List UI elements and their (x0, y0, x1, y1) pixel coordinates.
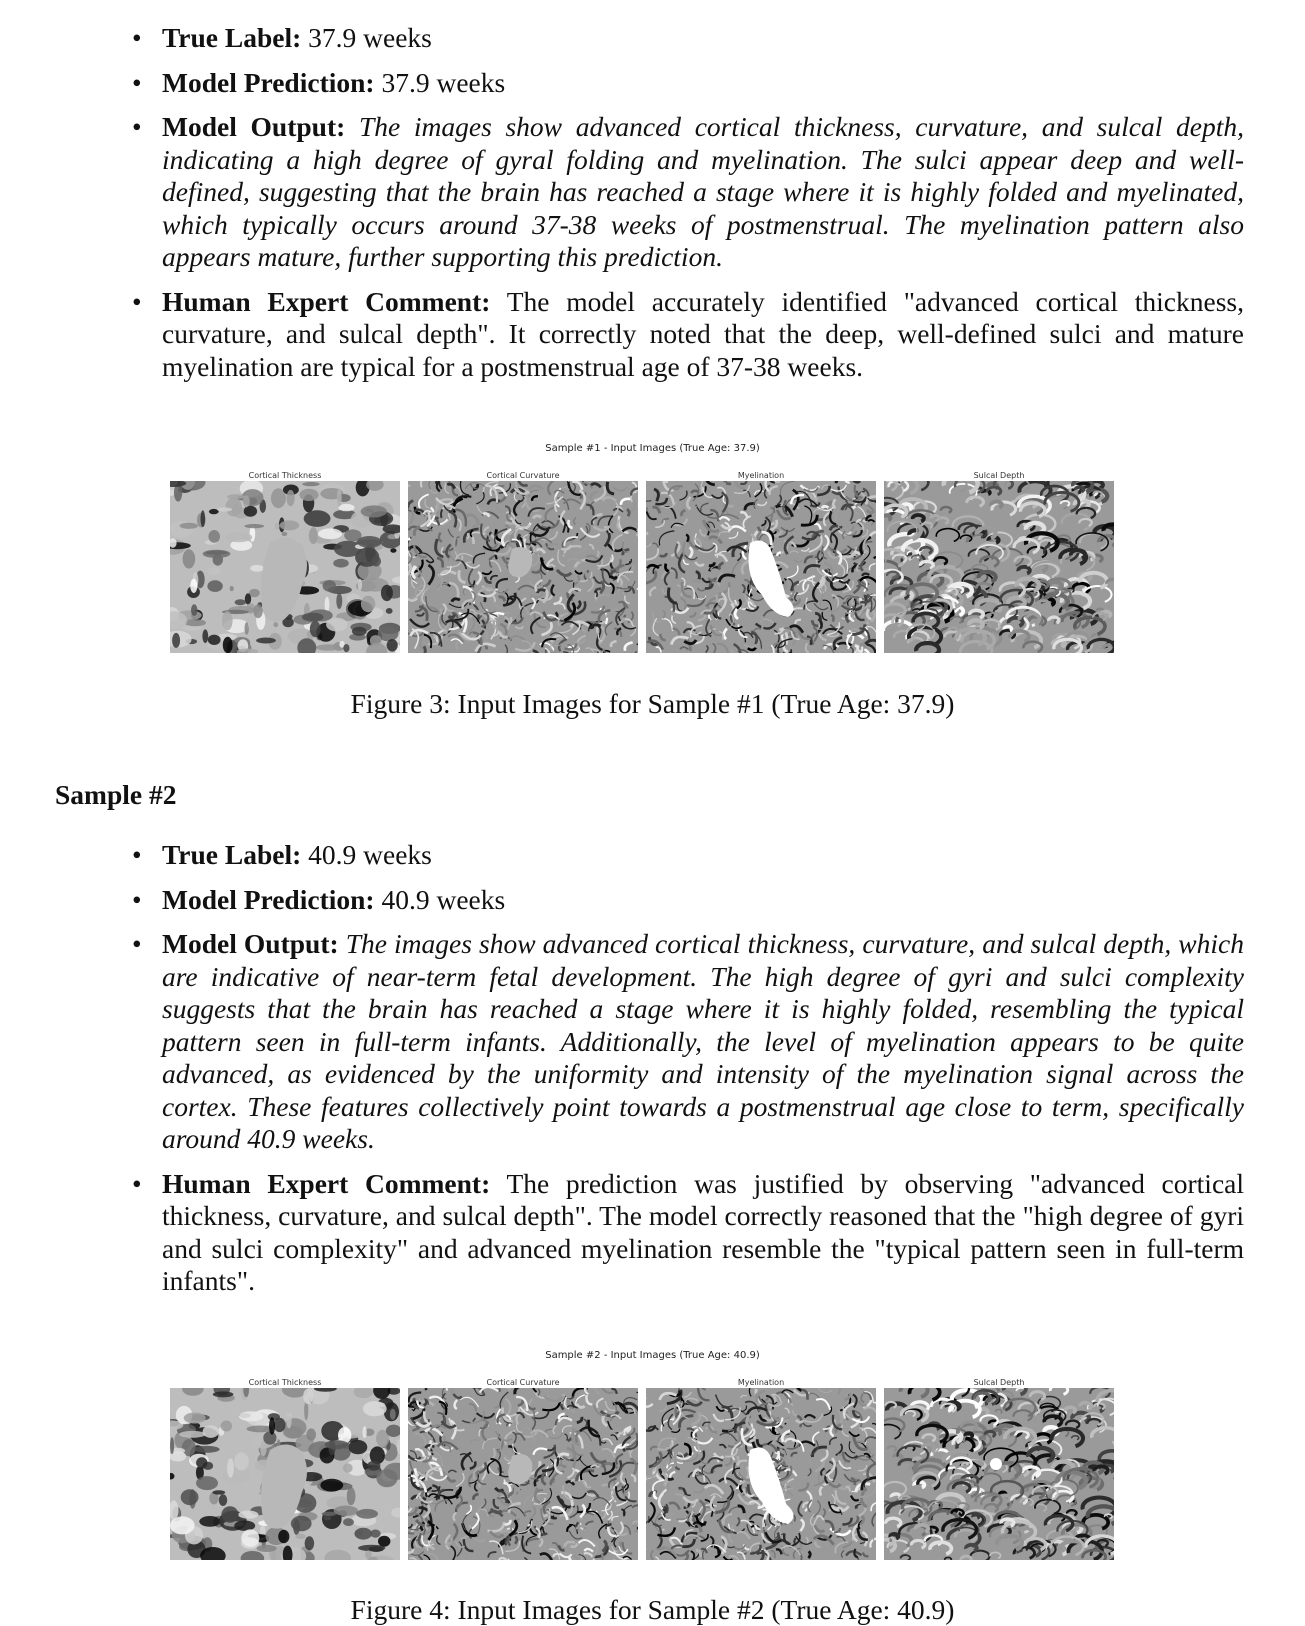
sample1-expert-comment: • Human Expert Comment: The model accurately identified "advanced cortical thickness, curvature, and sulcal depth". It correctly noted that the deep, well-defined sulci and mature myelination are typical for a postmenstrual age of 37-38 weeks. (132, 286, 1244, 384)
figure-3-panel-myelination (646, 471, 876, 653)
cortical-curvature-map (408, 481, 638, 653)
myelination-map (646, 481, 876, 653)
figure-3-caption: Figure 3: Input Images for Sample #1 (True Age: 37.9) (350, 688, 955, 719)
figure-4 (170, 1350, 1116, 1560)
sample1-model-prediction: • Model Prediction: 37.9 weeks (132, 67, 1244, 100)
figure-3-panels (170, 471, 1116, 653)
figure-4-panel-cortical-thickness (170, 1378, 400, 1560)
sample2-model-prediction: • Model Prediction: 40.9 weeks (132, 884, 1244, 917)
sample1-model-output: • Model Output: The images show advanced cortical thickness, curvature, and sulcal depth, indicating a high degree of gyral folding and myelination. The sulci appear deep and well-defined, suggesting that the brain has reached a stage where it is highly folded and myelinated, which typically occurs around 37-38 weeks of postmenstrual. The myelination pattern also appears mature, further supporting this prediction. (132, 111, 1244, 274)
panel-title: Cortical Thickness (248, 471, 322, 480)
figure-3-title: Sample #1 - Input Images (True Age: 37.9) (545, 443, 760, 454)
panel-title: Sulcal Depth (973, 471, 1025, 480)
sample2-details (132, 839, 1244, 1310)
figure-4-panel-myelination (646, 1378, 876, 1560)
sample1-true-label: • True Label: 37.9 weeks (132, 22, 1244, 55)
figure-3-panel-sulcal-depth (884, 471, 1114, 653)
myelination-map (646, 1388, 876, 1560)
figure-3 (170, 443, 1116, 653)
figure-3-panel-cortical-curvature (408, 471, 638, 653)
sulcal-depth-map (884, 481, 1114, 653)
panel-title: Myelination (737, 1378, 785, 1387)
panel-title: Sulcal Depth (973, 1378, 1025, 1387)
sample2-true-label: • True Label: 40.9 weeks (132, 839, 1244, 872)
cortical-thickness-map (170, 1388, 400, 1560)
sample2-expert-comment: • Human Expert Comment: The prediction was justified by observing "advanced cortical thickness, curvature, and sulcal depth". The model correctly reasoned that the "high degree of gyri and sulci complexity" and advanced myelination resemble the "typical pattern seen in full-term infants". (132, 1168, 1244, 1298)
panel-title: Cortical Thickness (248, 1378, 322, 1387)
figure-4-panel-cortical-curvature (408, 1378, 638, 1560)
sulcal-depth-map (884, 1388, 1114, 1560)
sample1-details (132, 22, 1244, 395)
panel-title: Cortical Curvature (486, 471, 560, 480)
cortical-curvature-map (408, 1388, 638, 1560)
panel-title: Myelination (737, 471, 785, 480)
figure-4-title: Sample #2 - Input Images (True Age: 40.9) (545, 1350, 760, 1361)
figure-4-panel-sulcal-depth (884, 1378, 1114, 1560)
sample2-model-output: • Model Output: The images show advanced cortical thickness, curvature, and sulcal depth, which are indicative of near-term fetal development. The high degree of gyri and sulci complexity suggests that the brain has reached a stage where it is highly folded, resembling the typical pattern seen in full-term infants. Additionally, the level of myelination appears to be quite advanced, as evidenced by the uniformity and intensity of the myelination signal across the cortex. These features collectively point towards a postmenstrual age close to term, specifically around 40.9 weeks. (132, 928, 1244, 1156)
cortical-thickness-map (170, 481, 400, 653)
figure-3-panel-cortical-thickness (170, 471, 400, 653)
panel-title: Cortical Curvature (486, 1378, 560, 1387)
figure-4-panels (170, 1378, 1116, 1560)
sample2-heading: Sample #2 (55, 779, 177, 810)
figure-4-caption: Figure 4: Input Images for Sample #2 (True Age: 40.9) (350, 1594, 955, 1625)
